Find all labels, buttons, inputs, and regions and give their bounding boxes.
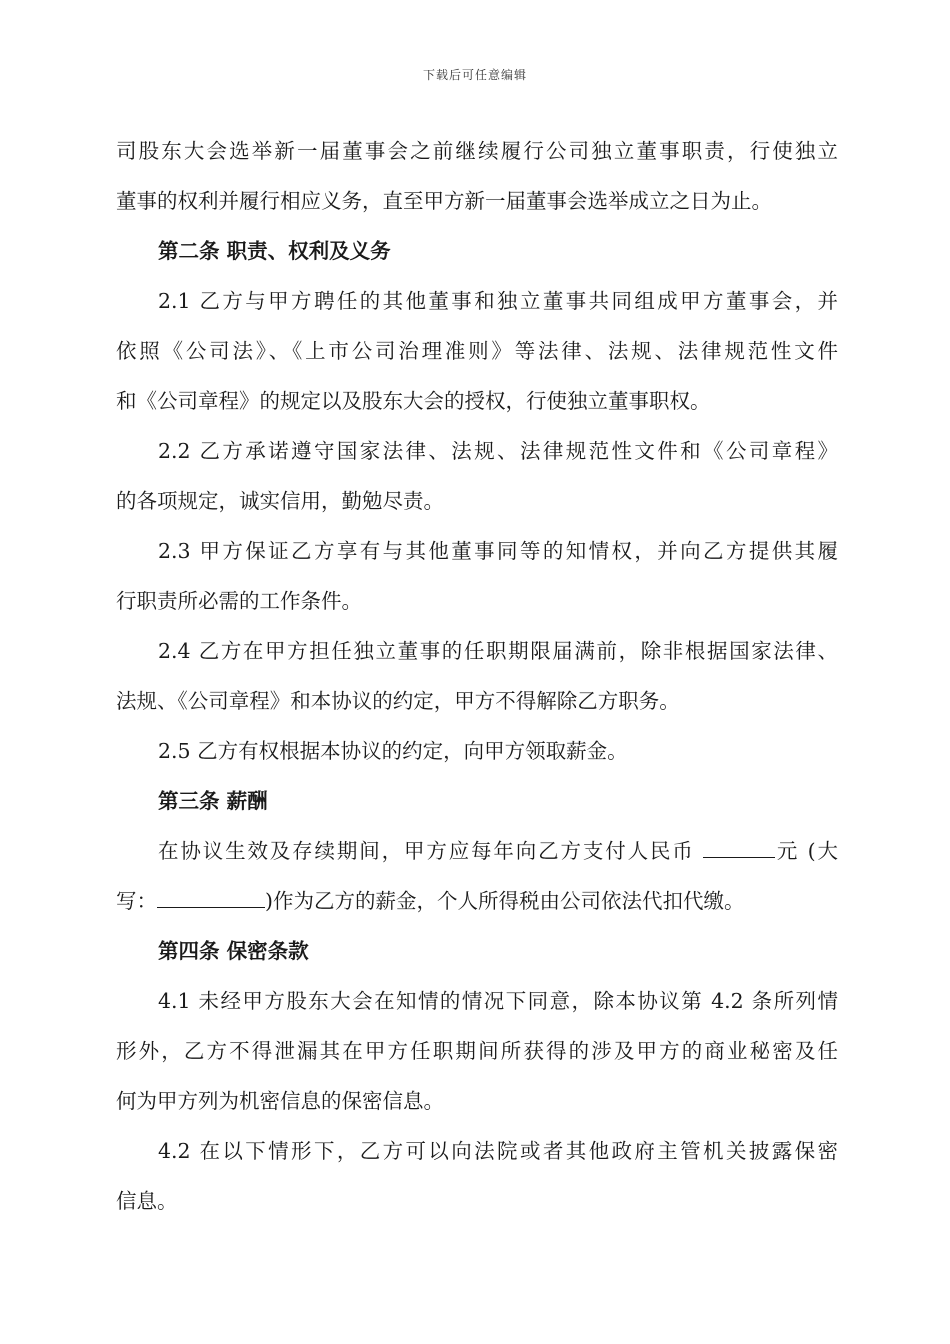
paragraph-line: 信息。 bbox=[116, 1189, 178, 1213]
paragraph-line: 2.5 乙方有权根据本协议的约定，向甲方领取薪金。 bbox=[158, 739, 628, 763]
salary-text: )作为乙方的薪金，个人所得税由公司依法代扣代缴。 bbox=[265, 889, 745, 913]
amount-blank[interactable] bbox=[703, 839, 775, 858]
salary-line-1 bbox=[116, 826, 838, 876]
section-heading: 第二条 职责、权利及义务 bbox=[158, 239, 391, 263]
paragraph-line: 董事的权利并履行相应义务，直至甲方新一届董事会选举成立之日为止。 bbox=[116, 189, 772, 213]
section-heading: 第三条 薪酬 bbox=[158, 789, 268, 813]
document-body bbox=[116, 126, 838, 1226]
paragraph-line: 2.2 乙方承诺遵守国家法律、法规、法律规范性文件和《公司章程》 bbox=[158, 439, 838, 463]
paragraph-line: 的各项规定，诚实信用，勤勉尽责。 bbox=[116, 489, 444, 513]
paragraph-line: 和《公司章程》的规定以及股东大会的授权，行使独立董事职权。 bbox=[116, 389, 711, 413]
amount-in-words-blank[interactable] bbox=[157, 889, 265, 908]
page-header: 下载后可任意编辑 bbox=[422, 68, 527, 82]
paragraph-line: 何为甲方列为机密信息的保密信息。 bbox=[116, 1089, 444, 1113]
paragraph-line: 2.1 乙方与甲方聘任的其他董事和独立董事共同组成甲方董事会，并 bbox=[158, 289, 838, 313]
paragraph-line: 4.1 未经甲方股东大会在知情的情况下同意，除本协议第 4.2 条所列情 bbox=[158, 989, 838, 1013]
paragraph-line: 依照《公司法》、《上市公司治理准则》等法律、法规、法律规范性文件 bbox=[116, 339, 838, 363]
paragraph-line: 法规、《公司章程》和本协议的约定，甲方不得解除乙方职务。 bbox=[116, 689, 680, 713]
salary-text: 写： bbox=[116, 889, 157, 913]
paragraph-line: 行职责所必需的工作条件。 bbox=[116, 589, 362, 613]
paragraph-line: 司股东大会选举新一届董事会之前继续履行公司独立董事职责，行使独立 bbox=[116, 139, 838, 163]
salary-line-2 bbox=[116, 876, 838, 926]
section-heading: 第四条 保密条款 bbox=[158, 939, 309, 963]
paragraph-line: 形外，乙方不得泄漏其在甲方任职期间所获得的涉及甲方的商业秘密及任 bbox=[116, 1039, 838, 1063]
paragraph-line: 4.2 在以下情形下，乙方可以向法院或者其他政府主管机关披露保密 bbox=[158, 1139, 838, 1163]
salary-text: 在协议生效及存续期间，甲方应每年向乙方支付人民币 bbox=[158, 839, 704, 863]
paragraph-line: 2.4 乙方在甲方担任独立董事的任职期限届满前，除非根据国家法律、 bbox=[158, 639, 838, 663]
paragraph-line: 2.3 甲方保证乙方享有与其他董事同等的知情权，并向乙方提供其履 bbox=[158, 539, 838, 563]
salary-text: 元 (大 bbox=[775, 839, 838, 863]
